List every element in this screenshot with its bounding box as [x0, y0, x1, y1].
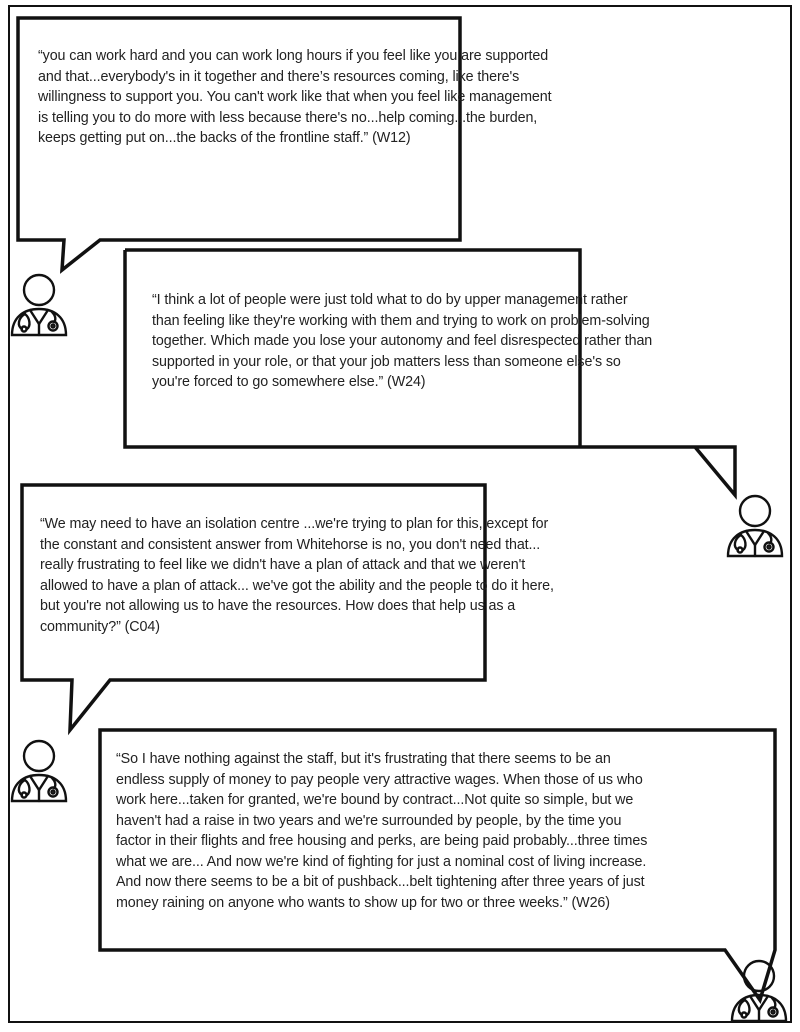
quote-c04 — [40, 514, 554, 637]
quote-line: keeps getting put on...the backs of the frontline staff.” (W12) — [38, 130, 411, 146]
quote-line: endless supply of money to pay people very attractive wages. When those of us who — [116, 771, 643, 788]
healthcare-worker-icon — [728, 958, 790, 1024]
quote-line: really frustrating to feel like we didn't have a plan of attack and that we weren't — [40, 557, 526, 573]
quote-line: community?” (C04) — [40, 618, 160, 635]
quote-line: supported in your role, or that your job matters less than someone else's so — [152, 353, 621, 370]
quote-w26 — [116, 749, 647, 913]
quote-line: you're forced to go somewhere else.” (W24) — [152, 374, 426, 390]
quote-line: the constant and consistent answer from Whitehorse is no, you don't need that... — [40, 536, 541, 553]
quote-line: “We may need to have an isolation centre ...we're trying to plan for this, except for — [40, 516, 549, 532]
quote-line: allowed to have a plan of attack... we've got the ability and the people to do it here, — [40, 577, 554, 594]
quote-line: work here...taken for granted, we're bound by contract...Not quite so simple, but we — [116, 792, 634, 808]
quote-line: “you can work hard and you can work long hours if you feel like you are supported — [38, 48, 549, 64]
quote-line: willingness to support you. You can't work like that when you feel like management — [38, 89, 552, 105]
quote-line: but you're not allowing us to have the resources. How does that help us as a — [40, 598, 516, 614]
quote-line: factor in their flights and free housing and perks, are being paid probably...three times — [116, 833, 648, 849]
quote-line: what we are... And now we're kind of fighting for just a nominal cost of living increase. — [116, 853, 647, 870]
quote-line: is telling you to do more with less because there's no...help coming...the burden, — [38, 109, 538, 126]
healthcare-worker-icon — [8, 738, 70, 804]
healthcare-worker-icon — [8, 272, 70, 338]
quote-line: And now there seems to be a bit of pushback...belt tightening after three years of just — [116, 874, 645, 890]
quote-line: money raining on anyone who wants to show up for two or three weeks.” (W26) — [116, 894, 610, 911]
healthcare-worker-icon — [724, 493, 786, 559]
quote-line: haven't had a raise in two years and we're surrounded by people, by the time you — [116, 812, 622, 829]
quote-line: together. Which made you lose your autonomy and feel disrespected rather than — [152, 333, 653, 349]
quote-w12 — [38, 46, 552, 149]
quote-line: “So I have nothing against the staff, but it's frustrating that there seems to be an — [116, 751, 611, 767]
quote-line: “I think a lot of people were just told what to do by upper management rather — [152, 292, 628, 308]
quote-w24 — [152, 290, 652, 393]
quote-line: than feeling like they're working with them and trying to work on problem-solving — [152, 312, 650, 329]
quote-line: and that...everybody's in it together and there’s resources coming, like there's — [38, 68, 520, 85]
